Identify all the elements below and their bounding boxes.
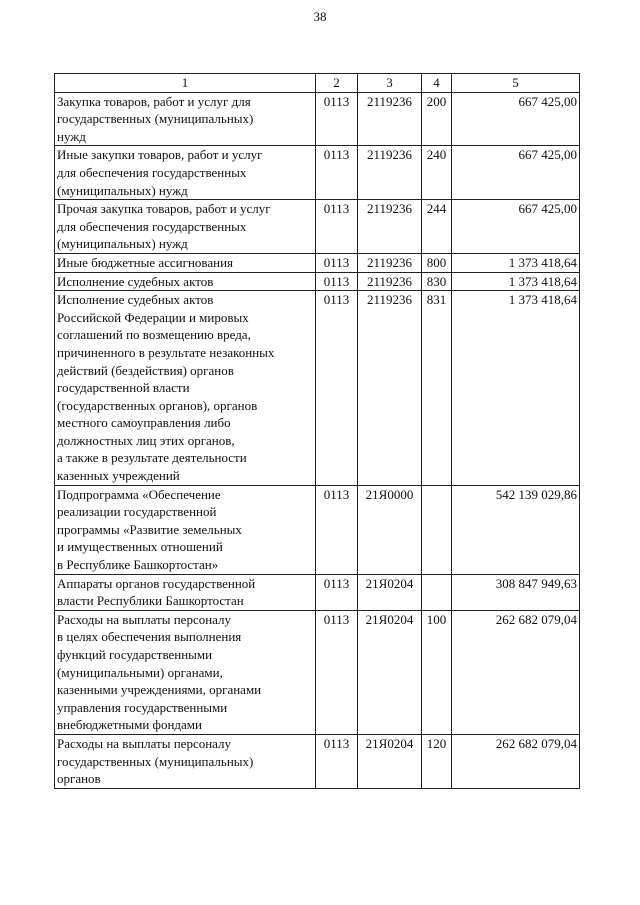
row-name-line: казенных учреждений — [57, 468, 180, 484]
row-name-line: для обеспечения государственных — [57, 164, 247, 180]
row-name-line: государственных (муниципальных) — [57, 753, 254, 769]
section-code-cell: 0113 — [316, 485, 358, 574]
table-row — [55, 146, 580, 200]
row-name-line: должностных лиц этих органов, — [57, 432, 235, 448]
table-row — [55, 253, 580, 272]
table-row — [55, 92, 580, 146]
row-name-line: (муниципальными) органами, — [57, 664, 223, 680]
row-name-line: функций государственными — [57, 647, 213, 662]
target-code-cell: 2119236 — [358, 92, 422, 146]
row-name-line: внебюджетными фондами — [57, 717, 202, 733]
budget-table — [54, 73, 580, 789]
expense-type-cell: 244 — [422, 200, 452, 254]
row-name-line: управления государственными — [57, 699, 228, 715]
expense-type-cell: 831 — [422, 291, 452, 486]
row-name-line: (муниципальных) нужд — [57, 236, 188, 252]
section-code-cell: 0113 — [316, 574, 358, 610]
table-row — [55, 291, 580, 486]
row-name-line: в целях обеспечения выполнения — [57, 629, 242, 645]
row-name-line: причиненного в результате незаконных — [57, 344, 275, 360]
header-col-4: 4 — [422, 74, 452, 93]
amount-cell: 1 373 418,64 — [452, 272, 580, 291]
expense-type-cell — [422, 485, 452, 574]
target-code-cell: 2119236 — [358, 291, 422, 486]
section-code-cell: 0113 — [316, 291, 358, 486]
amount-cell: 1 373 418,64 — [452, 253, 580, 272]
row-name-line: программы «Развитие земельных — [57, 521, 242, 537]
row-name-line: Аппараты органов государственной — [57, 575, 256, 591]
amount-cell: 308 847 949,63 — [452, 574, 580, 610]
row-name-line: для обеспечения государственных — [57, 218, 247, 234]
row-name-line: Иные бюджетные ассигнования — [57, 254, 234, 270]
row-name-cell — [55, 272, 316, 291]
row-name-line: государственной власти — [57, 380, 190, 396]
amount-cell: 542 139 029,86 — [452, 485, 580, 574]
row-name-cell — [55, 734, 316, 788]
target-code-cell: 21Я0204 — [358, 734, 422, 788]
table-row — [55, 485, 580, 574]
row-name-line: Прочая закупка товаров, работ и услуг — [57, 201, 271, 217]
expense-type-cell: 100 — [422, 610, 452, 734]
section-code-cell: 0113 — [316, 92, 358, 146]
target-code-cell: 21Я0204 — [358, 610, 422, 734]
header-col-3: 3 — [358, 74, 422, 93]
row-name-line: Расходы на выплаты персоналу — [57, 611, 232, 627]
target-code-cell: 21Я0000 — [358, 485, 422, 574]
expense-type-cell: 240 — [422, 146, 452, 200]
row-name-line: государственных (муниципальных) — [57, 111, 254, 127]
row-name-line: местного самоуправления либо — [57, 415, 231, 431]
expense-type-cell: 830 — [422, 272, 452, 291]
row-name-line: Иные закупки товаров, работ и услуг — [57, 147, 263, 163]
expense-type-cell — [422, 574, 452, 610]
row-name-line: власти Республики Башкортостан — [57, 593, 244, 609]
table-row — [55, 610, 580, 734]
amount-cell: 262 682 079,04 — [452, 610, 580, 734]
section-code-cell: 0113 — [316, 272, 358, 291]
amount-cell: 667 425,00 — [452, 200, 580, 254]
target-code-cell: 2119236 — [358, 253, 422, 272]
row-name-cell — [55, 291, 316, 486]
expense-type-cell: 120 — [422, 734, 452, 788]
section-code-cell: 0113 — [316, 610, 358, 734]
target-code-cell: 2119236 — [358, 200, 422, 254]
row-name-line: и имущественных отношений — [57, 539, 223, 555]
table-row — [55, 272, 580, 291]
target-code-cell: 2119236 — [358, 272, 422, 291]
row-name-cell — [55, 200, 316, 254]
table-header-row — [55, 74, 580, 93]
section-code-cell: 0113 — [316, 253, 358, 272]
row-name-line: Закупка товаров, работ и услуг для — [57, 93, 251, 109]
row-name-line: Исполнение судебных актов — [57, 292, 214, 308]
row-name-line: а также в результате деятельности — [57, 450, 247, 466]
row-name-line: (государственных органов), органов — [57, 397, 258, 413]
amount-cell: 667 425,00 — [452, 146, 580, 200]
row-name-line: Российской Федерации и мировых — [57, 309, 249, 325]
amount-cell: 1 373 418,64 — [452, 291, 580, 486]
row-name-cell — [55, 610, 316, 734]
target-code-cell: 21Я0204 — [358, 574, 422, 610]
amount-cell: 262 682 079,04 — [452, 734, 580, 788]
expense-type-cell: 800 — [422, 253, 452, 272]
header-col-1: 1 — [55, 74, 316, 93]
row-name-line: (муниципальных) нужд — [57, 182, 188, 198]
row-name-line: реализации государственной — [57, 504, 217, 520]
amount-cell: 667 425,00 — [452, 92, 580, 146]
row-name-cell — [55, 574, 316, 610]
row-name-cell — [55, 485, 316, 574]
row-name-line: Расходы на выплаты персоналу — [57, 735, 232, 751]
section-code-cell: 0113 — [316, 200, 358, 254]
target-code-cell: 2119236 — [358, 146, 422, 200]
section-code-cell: 0113 — [316, 734, 358, 788]
row-name-line: Исполнение судебных актов — [57, 273, 214, 289]
row-name-cell — [55, 146, 316, 200]
row-name-line: в Республике Башкортостан» — [57, 557, 219, 573]
table-row — [55, 734, 580, 788]
table-body — [55, 92, 580, 788]
table-row — [55, 574, 580, 610]
row-name-line: Подпрограмма «Обеспечение — [57, 486, 221, 502]
row-name-line: нужд — [57, 128, 86, 144]
header-col-2: 2 — [316, 74, 358, 93]
row-name-line: действий (бездействия) органов — [57, 362, 234, 378]
page-number: 38 — [313, 9, 327, 24]
row-name-cell — [55, 92, 316, 146]
row-name-line: казенными учреждениями, органами — [57, 682, 262, 698]
header-col-5: 5 — [452, 74, 580, 93]
row-name-line: органов — [57, 771, 101, 787]
section-code-cell: 0113 — [316, 146, 358, 200]
row-name-cell — [55, 253, 316, 272]
expense-type-cell: 200 — [422, 92, 452, 146]
table-row — [55, 200, 580, 254]
row-name-line: соглашений по возмещению вреда, — [57, 327, 251, 343]
